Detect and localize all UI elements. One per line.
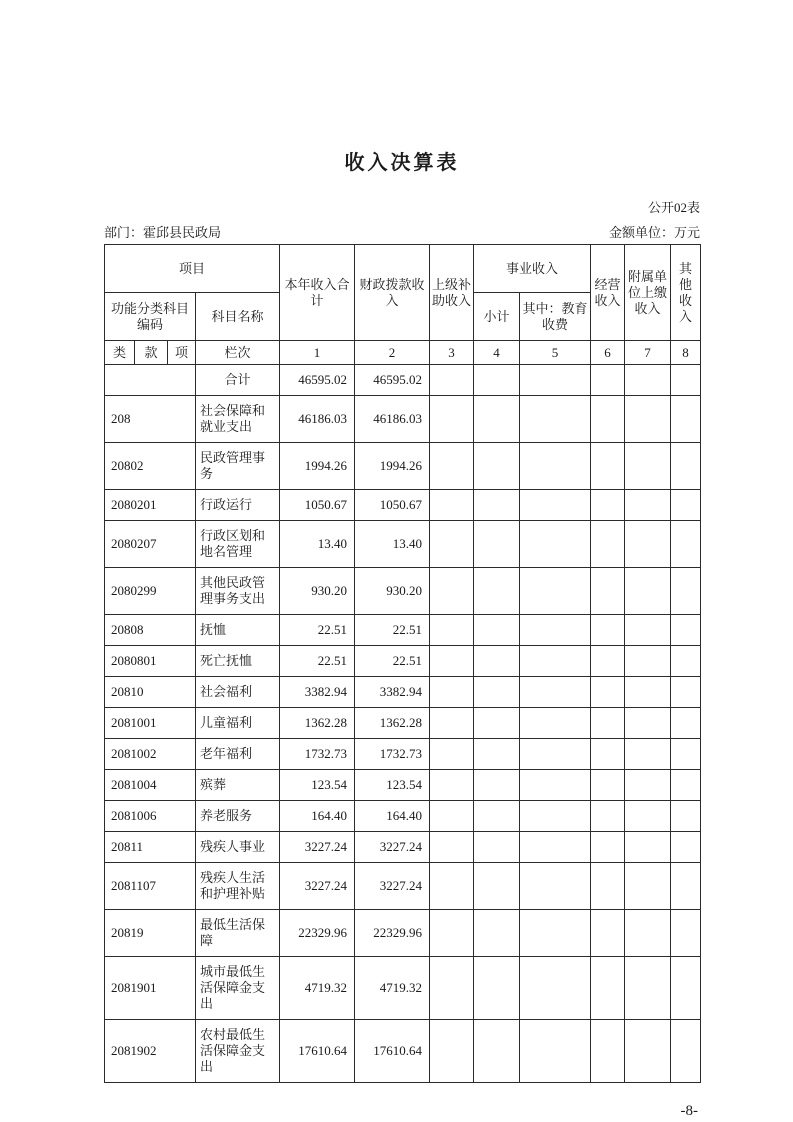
row-business-subtotal [474,832,520,863]
row-total: 1362.28 [280,708,355,739]
header-fiscal-appropriation: 财政拨款收入 [355,245,430,341]
row-operating-income [591,770,625,801]
row-superior-subsidy [430,521,474,568]
row-total: 3227.24 [280,863,355,910]
row-superior-subsidy [430,739,474,770]
row-education-fees [520,365,591,396]
row-fiscal: 1732.73 [355,739,430,770]
row-operating-income [591,396,625,443]
row-code: 20802 [105,443,196,490]
row-fiscal: 1362.28 [355,708,430,739]
table-header [105,245,701,365]
row-total: 22329.96 [280,910,355,957]
row-operating-income [591,365,625,396]
row-business-subtotal [474,615,520,646]
row-total: 164.40 [280,801,355,832]
row-other-income [671,863,701,910]
department-label: 部门：霍邱县民政局 [104,225,222,240]
row-total: 123.54 [280,770,355,801]
row-affiliated-remit [625,521,671,568]
row-name: 社会保障和就业支出 [196,396,280,443]
row-code: 2081901 [105,957,196,1020]
header-col-4: 4 [474,341,520,365]
row-total: 1732.73 [280,739,355,770]
row-name: 养老服务 [196,801,280,832]
row-superior-subsidy [430,957,474,1020]
row-operating-income [591,708,625,739]
header-subject-name: 科目名称 [196,293,280,341]
row-code: 2080801 [105,646,196,677]
row-other-income [671,443,701,490]
table-body [105,365,701,1083]
row-name: 殡葬 [196,770,280,801]
header-business-income: 事业收入 [474,245,591,293]
row-affiliated-remit [625,490,671,521]
row-fiscal: 22.51 [355,646,430,677]
row-business-subtotal [474,677,520,708]
row-education-fees [520,677,591,708]
header-column-label: 栏次 [196,341,280,365]
row-superior-subsidy [430,615,474,646]
row-other-income [671,521,701,568]
row-superior-subsidy [430,443,474,490]
row-superior-subsidy [430,490,474,521]
header-row-3 [105,341,701,365]
header-education-fees: 其中：教育收费 [520,293,591,341]
table-row [105,521,701,568]
header-item: 项 [168,341,196,365]
row-total: 13.40 [280,521,355,568]
header-col-3: 3 [430,341,474,365]
row-operating-income [591,863,625,910]
row-affiliated-remit [625,770,671,801]
row-business-subtotal [474,708,520,739]
row-code: 2080207 [105,521,196,568]
row-fiscal: 3227.24 [355,832,430,863]
row-education-fees [520,957,591,1020]
row-name: 社会福利 [196,677,280,708]
row-total: 17610.64 [280,1020,355,1083]
row-other-income [671,1020,701,1083]
row-other-income [671,801,701,832]
row-business-subtotal [474,957,520,1020]
header-col-5: 5 [520,341,591,365]
row-business-subtotal [474,365,520,396]
row-education-fees [520,568,591,615]
row-code: 20810 [105,677,196,708]
row-operating-income [591,801,625,832]
table-row [105,1020,701,1083]
row-other-income [671,832,701,863]
row-operating-income [591,521,625,568]
row-fiscal: 3382.94 [355,677,430,708]
row-code: 2081107 [105,863,196,910]
row-name: 死亡抚恤 [196,646,280,677]
row-other-income [671,490,701,521]
row-other-income [671,739,701,770]
row-other-income [671,365,701,396]
row-name: 其他民政管理事务支出 [196,568,280,615]
table-row [105,910,701,957]
row-code: 20808 [105,615,196,646]
row-business-subtotal [474,396,520,443]
row-education-fees [520,646,591,677]
row-fiscal: 3227.24 [355,863,430,910]
row-education-fees [520,910,591,957]
row-total: 46595.02 [280,365,355,396]
row-fiscal: 930.20 [355,568,430,615]
row-business-subtotal [474,490,520,521]
header-col-6: 6 [591,341,625,365]
row-affiliated-remit [625,801,671,832]
header-col-7: 7 [625,341,671,365]
row-education-fees [520,490,591,521]
header-functional-code: 功能分类科目编码 [105,293,196,341]
row-affiliated-remit [625,708,671,739]
row-business-subtotal [474,568,520,615]
row-education-fees [520,770,591,801]
row-superior-subsidy [430,1020,474,1083]
row-superior-subsidy [430,568,474,615]
row-superior-subsidy [430,770,474,801]
row-operating-income [591,615,625,646]
row-business-subtotal [474,770,520,801]
row-name: 最低生活保障 [196,910,280,957]
row-operating-income [591,646,625,677]
row-education-fees [520,443,591,490]
row-affiliated-remit [625,910,671,957]
row-total: 46186.03 [280,396,355,443]
row-operating-income [591,443,625,490]
row-total: 1994.26 [280,443,355,490]
table-row [105,615,701,646]
row-name: 行政运行 [196,490,280,521]
unit-label: 金额单位：万元 [608,225,700,240]
row-code: 2081902 [105,1020,196,1083]
row-name: 城市最低生活保障金支出 [196,957,280,1020]
document-title: 收入决算表 [344,152,460,174]
row-name: 行政区划和地名管理 [196,521,280,568]
row-total: 3382.94 [280,677,355,708]
row-code: 2080299 [105,568,196,615]
row-name: 老年福利 [196,739,280,770]
row-code: 2081002 [105,739,196,770]
row-total: 1050.67 [280,490,355,521]
row-fiscal: 17610.64 [355,1020,430,1083]
row-superior-subsidy [430,677,474,708]
row-business-subtotal [474,739,520,770]
row-education-fees [520,832,591,863]
row-total: 22.51 [280,615,355,646]
row-name: 合计 [196,365,280,396]
row-code: 2080201 [105,490,196,521]
row-superior-subsidy [430,863,474,910]
row-fiscal: 13.40 [355,521,430,568]
row-other-income [671,770,701,801]
row-code: 2081004 [105,770,196,801]
row-fiscal: 46186.03 [355,396,430,443]
row-affiliated-remit [625,615,671,646]
row-fiscal: 46595.02 [355,365,430,396]
row-name: 抚恤 [196,615,280,646]
header-col-1: 1 [280,341,355,365]
row-affiliated-remit [625,677,671,708]
row-name: 残疾人事业 [196,832,280,863]
row-other-income [671,910,701,957]
table-row [105,708,701,739]
row-other-income [671,615,701,646]
row-fiscal: 123.54 [355,770,430,801]
table-row [105,365,701,396]
header-superior-subsidy: 上级补助收入 [430,245,474,341]
header-section: 款 [135,341,168,365]
row-education-fees [520,863,591,910]
row-other-income [671,646,701,677]
row-education-fees [520,801,591,832]
row-name: 儿童福利 [196,708,280,739]
document-page [104,0,700,1120]
row-superior-subsidy [430,832,474,863]
header-col-8: 8 [671,341,701,365]
income-table [104,244,701,1083]
row-code: 208 [105,396,196,443]
row-operating-income [591,957,625,1020]
row-other-income [671,677,701,708]
row-operating-income [591,490,625,521]
row-affiliated-remit [625,863,671,910]
row-operating-income [591,677,625,708]
row-other-income [671,396,701,443]
row-code: 2081001 [105,708,196,739]
form-code: 公开02表 [647,200,700,215]
row-total: 3227.24 [280,832,355,863]
row-operating-income [591,1020,625,1083]
row-business-subtotal [474,1020,520,1083]
row-fiscal: 1994.26 [355,443,430,490]
row-business-subtotal [474,521,520,568]
row-code: 2081006 [105,801,196,832]
header-operating-income: 经营收入 [591,245,625,341]
header-class: 类 [105,341,135,365]
row-code: 20819 [105,910,196,957]
row-operating-income [591,568,625,615]
table-row [105,770,701,801]
row-affiliated-remit [625,957,671,1020]
row-operating-income [591,910,625,957]
header-affiliated-remit: 附属单位上缴收入 [625,245,671,341]
row-business-subtotal [474,801,520,832]
row-education-fees [520,615,591,646]
row-superior-subsidy [430,646,474,677]
row-code: 20811 [105,832,196,863]
row-education-fees [520,708,591,739]
row-affiliated-remit [625,396,671,443]
row-education-fees [520,396,591,443]
table-row [105,396,701,443]
row-other-income [671,568,701,615]
table-row [105,832,701,863]
table-row [105,677,701,708]
row-affiliated-remit [625,832,671,863]
row-operating-income [591,739,625,770]
row-affiliated-remit [625,365,671,396]
row-total: 22.51 [280,646,355,677]
table-row [105,443,701,490]
table-row [105,490,701,521]
header-project: 项目 [105,245,280,293]
table-row [105,646,701,677]
row-operating-income [591,832,625,863]
header-col-2: 2 [355,341,430,365]
table-row [105,568,701,615]
row-fiscal: 1050.67 [355,490,430,521]
row-other-income [671,957,701,1020]
row-fiscal: 22.51 [355,615,430,646]
table-row [105,863,701,910]
row-fiscal: 4719.32 [355,957,430,1020]
table-row [105,801,701,832]
row-fiscal: 22329.96 [355,910,430,957]
row-superior-subsidy [430,708,474,739]
row-superior-subsidy [430,910,474,957]
row-fiscal: 164.40 [355,801,430,832]
header-business-subtotal: 小计 [474,293,520,341]
row-education-fees [520,739,591,770]
row-superior-subsidy [430,801,474,832]
row-affiliated-remit [625,568,671,615]
table-row [105,957,701,1020]
row-education-fees [520,1020,591,1083]
row-affiliated-remit [625,646,671,677]
header-row-1 [105,245,701,293]
row-total: 4719.32 [280,957,355,1020]
row-name: 农村最低生活保障金支出 [196,1020,280,1083]
row-business-subtotal [474,646,520,677]
row-business-subtotal [474,443,520,490]
row-affiliated-remit [625,443,671,490]
header-other-income: 其他收入 [671,245,701,341]
header-current-year-total: 本年收入合计 [280,245,355,341]
meta-line [104,222,700,241]
row-affiliated-remit [625,1020,671,1083]
row-name: 民政管理事务 [196,443,280,490]
row-name: 残疾人生活和护理补贴 [196,863,280,910]
row-education-fees [520,521,591,568]
row-code [105,365,196,396]
row-other-income [671,708,701,739]
row-total: 930.20 [280,568,355,615]
table-row [105,739,701,770]
row-affiliated-remit [625,739,671,770]
row-business-subtotal [474,863,520,910]
page-number: -8- [680,1103,698,1119]
row-business-subtotal [474,910,520,957]
row-superior-subsidy [430,365,474,396]
row-superior-subsidy [430,396,474,443]
